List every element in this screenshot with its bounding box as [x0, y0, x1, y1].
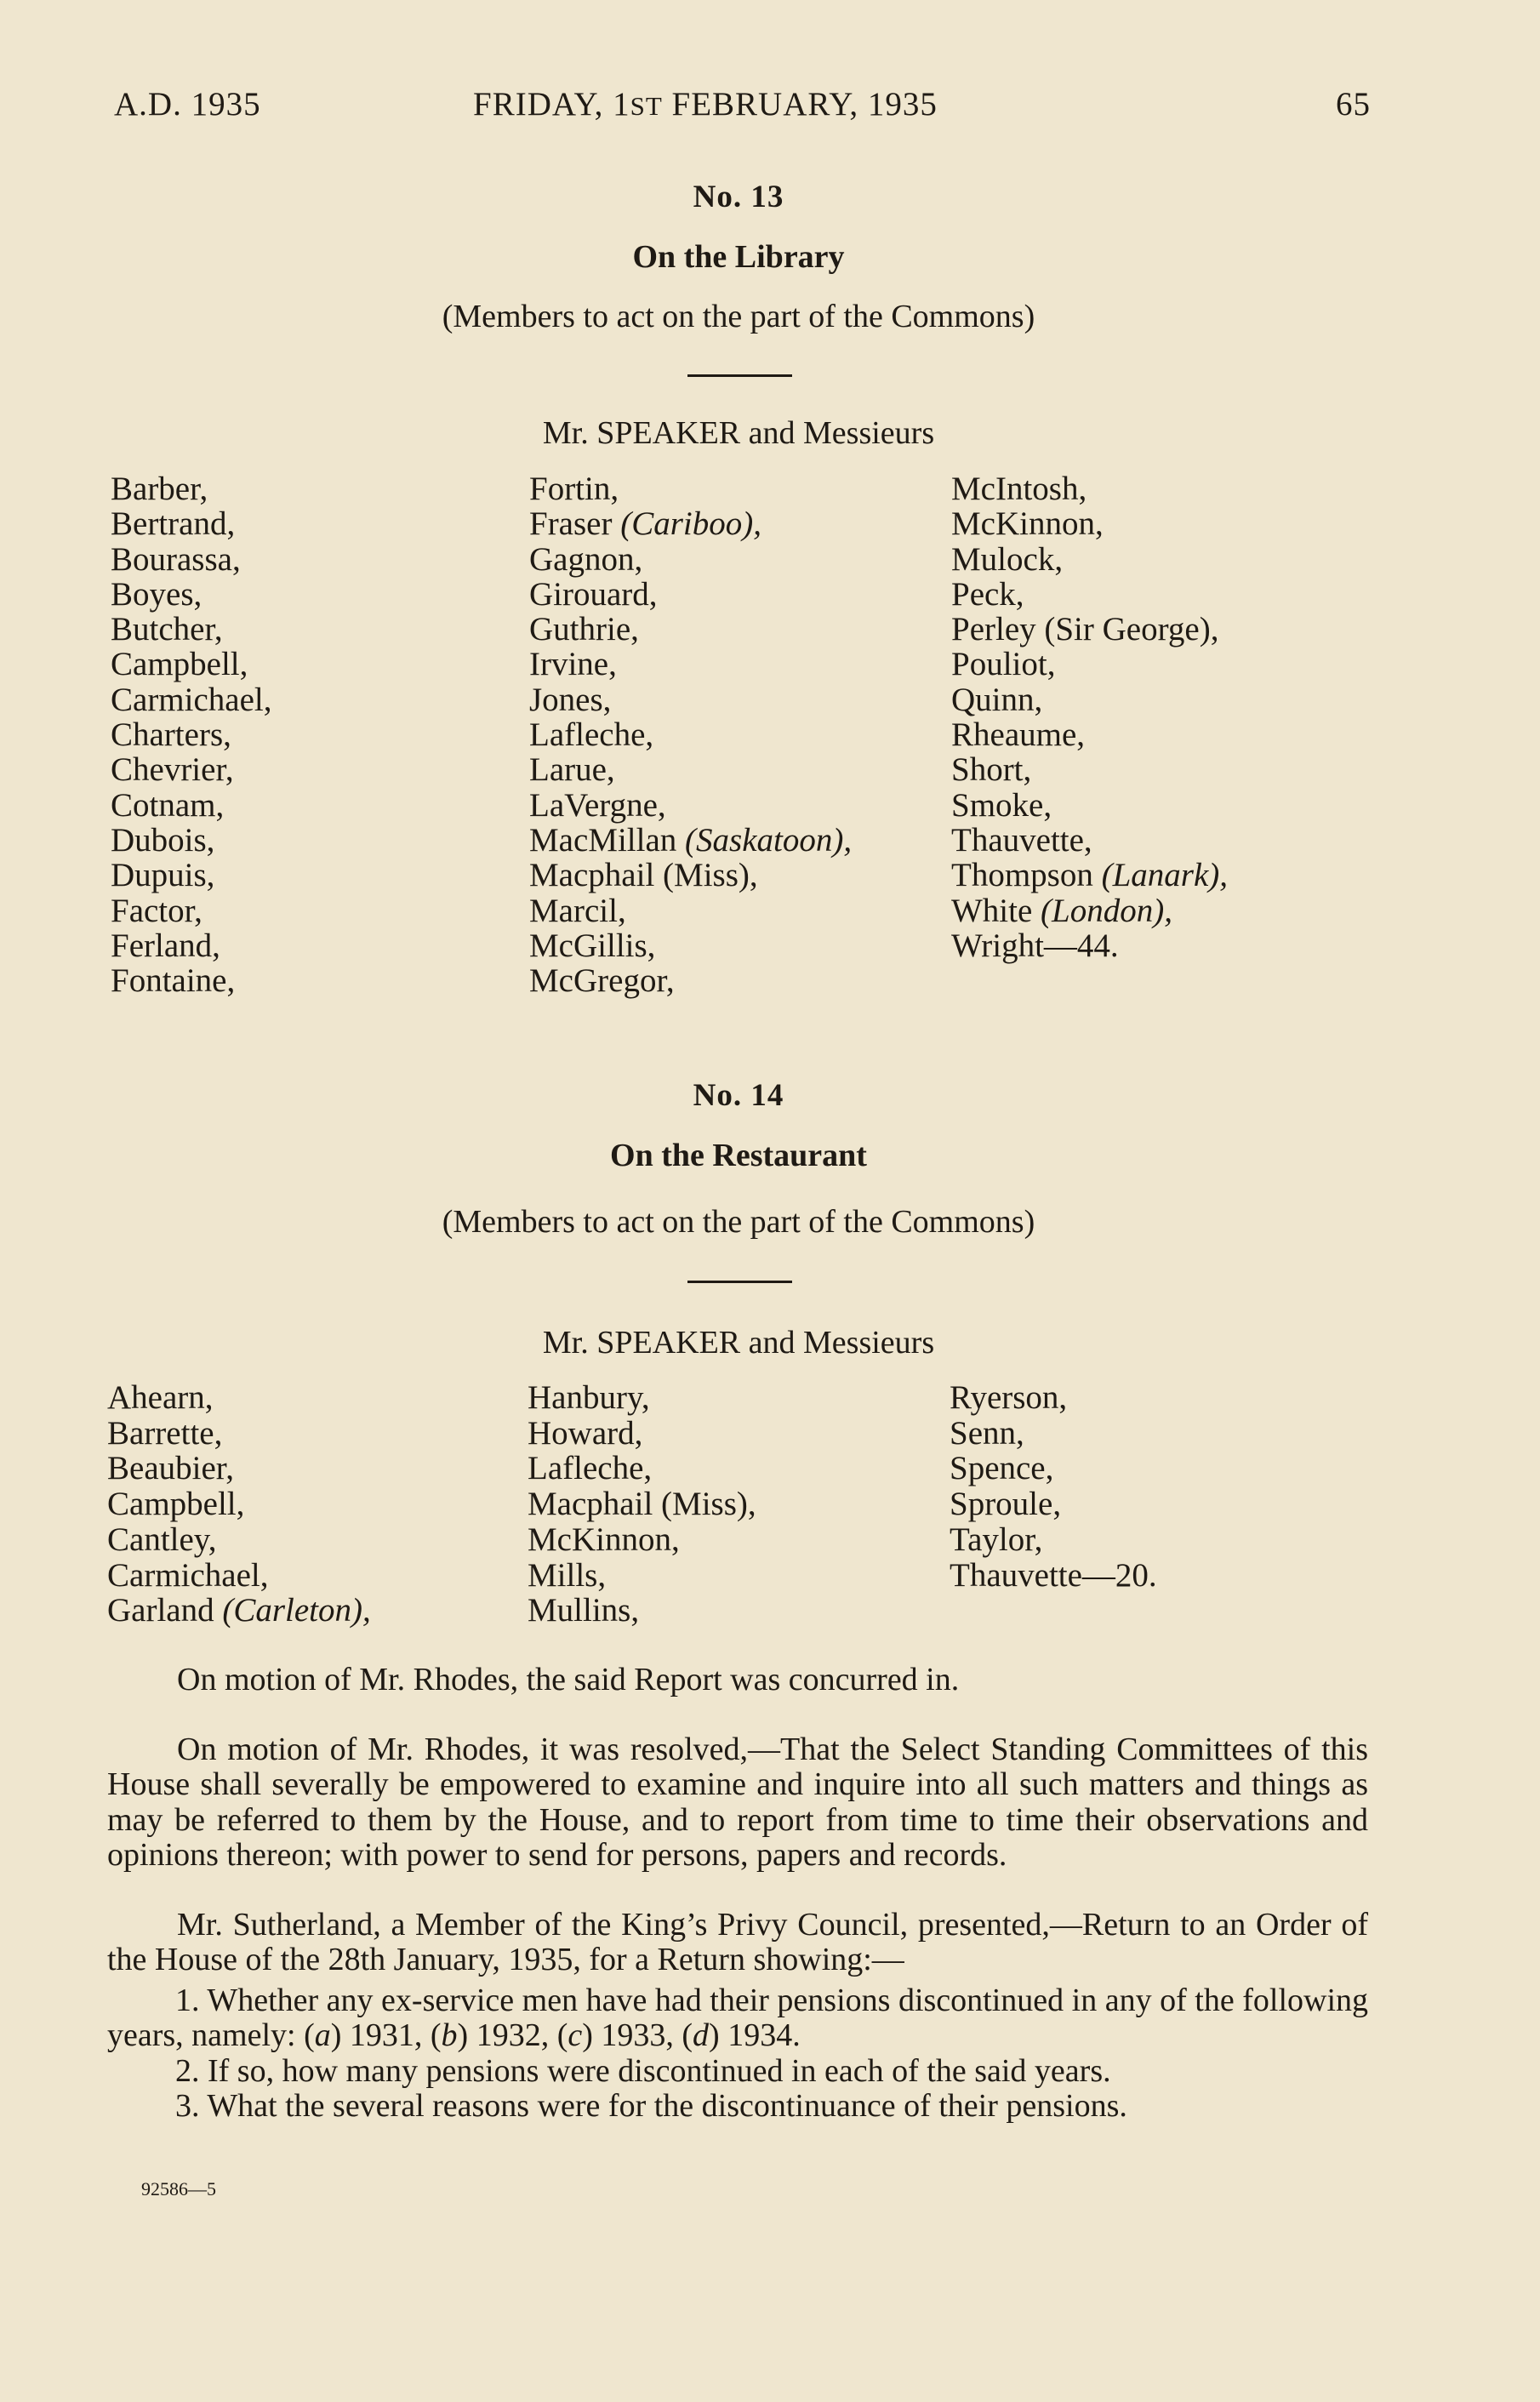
member-name: Senn,: [950, 1414, 1024, 1452]
paragraph-report-concurred: On motion of Mr. Rhodes, the said Report was concurred in.: [177, 1662, 960, 1697]
member-name: Garland (Carleton),: [107, 1592, 371, 1629]
member-name: Girouard,: [529, 575, 658, 613]
member-name: Rheaume,: [951, 716, 1086, 754]
member-name: Fortin,: [529, 471, 619, 507]
member-name: Howard,: [528, 1414, 643, 1452]
member-name: Butcher,: [111, 611, 223, 648]
header-date-part-b: FEBRUARY, 1935: [662, 86, 938, 123]
member-name: MacMillan (Saskatoon),: [529, 821, 853, 859]
member-name: Short,: [951, 751, 1032, 789]
member-name: Campbell,: [111, 646, 248, 683]
member-name: Bourassa,: [111, 540, 241, 578]
member-name: Dubois,: [111, 821, 215, 859]
member-name: McKinnon,: [528, 1521, 680, 1558]
member-name: Fontaine,: [111, 962, 236, 1000]
member-name: Thompson (Lanark),: [951, 857, 1228, 894]
member-name: Taylor,: [950, 1521, 1043, 1558]
divider-rule: [687, 1281, 792, 1283]
member-name: Jones,: [529, 681, 612, 718]
member-name: Macphail (Miss),: [528, 1486, 756, 1523]
paragraph-return-presented: Mr. Sutherland, a Member of the King’s Privy Council, presented,—Return to an Order of the House of the 28th January, 1935, for a Return showing:—: [107, 1906, 1368, 1977]
member-name: Mills,: [528, 1556, 607, 1594]
member-name: Irvine,: [529, 646, 617, 683]
member-name: Carmichael,: [107, 1556, 269, 1594]
committee-13-column-1: [111, 471, 272, 998]
member-name: Marcil,: [529, 892, 626, 929]
member-name: Macphail (Miss),: [529, 857, 758, 894]
member-name: Beaubier,: [107, 1450, 234, 1487]
committee-13-column-3: [951, 471, 1228, 963]
header-date-part-a: FRIDAY, 1: [473, 86, 630, 123]
member-name: Wright—44.: [951, 927, 1119, 964]
member-name: Barber,: [111, 471, 208, 507]
member-name: Pouliot,: [951, 646, 1056, 683]
member-name: Hanbury,: [528, 1379, 650, 1416]
committee-14-intro: Mr. SPEAKER and Messieurs: [542, 1325, 935, 1361]
member-name: Fraser (Cariboo),: [529, 505, 761, 543]
member-name: Peck,: [951, 575, 1024, 613]
member-name: McGregor,: [529, 962, 675, 1000]
committee-14-number: No. 14: [693, 1078, 784, 1113]
member-name: LaVergne,: [529, 786, 666, 824]
member-name: Chevrier,: [111, 751, 234, 789]
committee-13-intro: Mr. SPEAKER and Messieurs: [542, 415, 935, 451]
print-code: 92586—5: [141, 2178, 216, 2199]
return-item-2: 2. If so, how many pensions were discontinued in each of the said years.: [175, 2052, 1111, 2089]
committee-14-note: (Members to act on the part of the Commons): [442, 1204, 1035, 1240]
member-name: Mullins,: [528, 1592, 640, 1629]
member-name: Cotnam,: [111, 786, 225, 824]
member-name: White (London),: [951, 892, 1172, 929]
member-name: Mulock,: [951, 540, 1064, 578]
member-name: Lafleche,: [529, 716, 654, 754]
member-name: Bertrand,: [111, 505, 236, 543]
member-name: Larue,: [529, 751, 615, 789]
header-year: A.D. 1935: [114, 86, 261, 123]
member-name: Ferland,: [111, 927, 220, 964]
member-name: Quinn,: [951, 681, 1043, 718]
header-date: [473, 85, 938, 123]
return-item-3: 3. What the several reasons were for the discontinuance of their pensions.: [175, 2088, 1127, 2124]
member-name: Smoke,: [951, 786, 1052, 824]
committee-14-column-1: [107, 1380, 371, 1629]
member-name: Carmichael,: [111, 681, 272, 718]
member-name: Barrette,: [107, 1414, 223, 1452]
committee-14-column-3: [950, 1380, 1157, 1593]
committee-13-number: No. 13: [693, 180, 784, 214]
member-name: Factor,: [111, 892, 202, 929]
member-name: McGillis,: [529, 927, 656, 964]
member-name: Cantley,: [107, 1521, 217, 1558]
member-name: Perley (Sir George),: [951, 611, 1219, 648]
member-name: McKinnon,: [951, 505, 1104, 543]
member-name: Dupuis,: [111, 857, 215, 894]
member-name: Charters,: [111, 716, 231, 754]
committee-13-title: On the Library: [632, 239, 845, 275]
member-name: Sproule,: [950, 1486, 1062, 1523]
member-name: Thauvette,: [951, 821, 1092, 859]
member-name: Ahearn,: [107, 1379, 214, 1416]
member-name: Thauvette—20.: [950, 1556, 1157, 1594]
member-name: Gagnon,: [529, 540, 643, 578]
member-name: McIntosh,: [951, 471, 1087, 507]
committee-14-title: On the Restaurant: [610, 1138, 867, 1173]
page-number: 65: [1336, 86, 1371, 123]
committee-13-note: (Members to act on the part of the Commons): [442, 299, 1035, 334]
member-name: Campbell,: [107, 1486, 245, 1523]
member-name: Ryerson,: [950, 1379, 1068, 1416]
body-text: [107, 1663, 1368, 2125]
divider-rule: [687, 374, 792, 377]
member-name: Guthrie,: [529, 611, 639, 648]
return-item-1: 1. Whether any ex-service men have had their pensions discontinued in any of the following years, namely: (a) 1931, (b) 1932, (c) 1933, (d) 1934.: [107, 1982, 1368, 2053]
member-name: Lafleche,: [528, 1450, 653, 1487]
committee-13-column-2: [529, 471, 852, 998]
committee-14-column-2: [528, 1380, 756, 1629]
member-name: Spence,: [950, 1450, 1054, 1487]
header-date-ordinal: ST: [630, 91, 663, 121]
member-name: Boyes,: [111, 575, 202, 613]
paragraph-committees-resolution: On motion of Mr. Rhodes, it was resolved,—That the Select Standing Committees of this House shall severally be empowered to examine and inquire into all such matters and things as may be referred to them by the House, and to report from time to time their observations and opinions thereon; with power to send for persons, papers and records.: [107, 1731, 1368, 1873]
